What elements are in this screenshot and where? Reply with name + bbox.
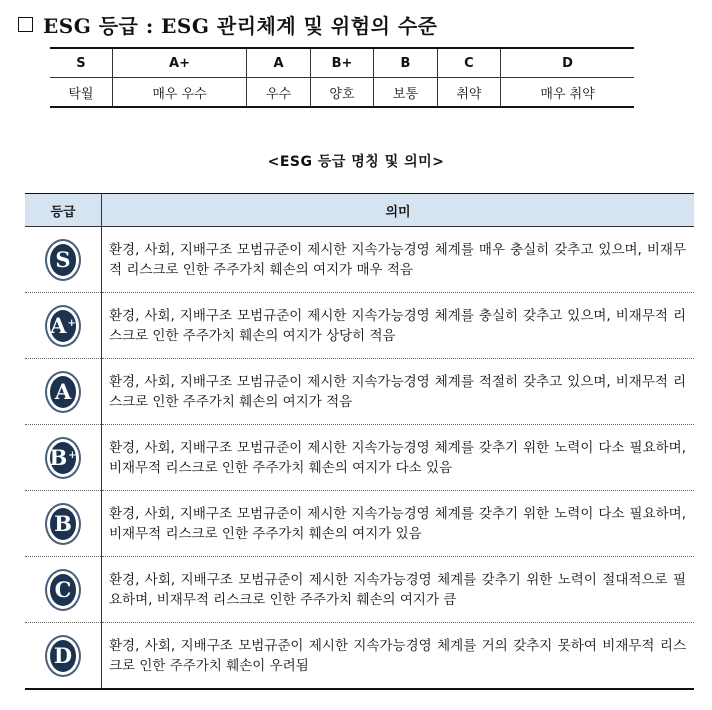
grade-row <box>50 48 634 78</box>
label-cell: 매우 취약 <box>501 78 634 108</box>
grade-badge-icon <box>45 305 81 347</box>
label-cell: 매우 우수 <box>112 78 247 108</box>
page-title <box>18 10 438 39</box>
grade-badge-cell <box>25 557 102 623</box>
grade-cell: D <box>501 48 634 78</box>
grade-badge-cell <box>25 227 102 293</box>
grade-meaning-text: 환경, 사회, 지배구조 모범규준이 제시한 지속가능경영 체계를 충실히 갖추고 있으며, 비재무적 리스크로 인한 주주가치 훼손의 여지가 상당히 적음 <box>102 293 695 359</box>
grade-badge-inner: B + <box>50 442 76 474</box>
grade-meaning-text: 환경, 사회, 지배구조 모범규준이 제시한 지속가능경영 체계를 적절히 갖추고 있으며, 비재무적 리스크로 인한 주주가치 훼손의 여지가 적음 <box>102 359 695 425</box>
grade-badge-letter: D <box>53 643 73 668</box>
grade-badge-cell <box>25 293 102 359</box>
table-row <box>25 227 694 293</box>
grade-cell: S <box>50 48 112 78</box>
grade-badge-cell <box>25 491 102 557</box>
grade-meaning-text: 환경, 사회, 지배구조 모범규준이 제시한 지속가능경영 체계를 거의 갖추지 못하여 비재무적 리스크로 인한 주주가치 훼손이 우려됨 <box>102 623 695 690</box>
grade-cell: C <box>437 48 500 78</box>
grade-badge-inner <box>50 508 76 540</box>
meaning-body <box>25 227 694 690</box>
grade-badge-inner <box>50 640 76 672</box>
grade-badge-inner: A + <box>50 310 76 342</box>
grade-cell: A <box>247 48 310 78</box>
label-cell: 탁월 <box>50 78 112 108</box>
grade-badge-icon <box>45 239 81 281</box>
table-row <box>25 491 694 557</box>
grade-badge-letter: C <box>54 577 72 602</box>
grade-badge-icon <box>45 569 81 611</box>
grade-meaning-text: 환경, 사회, 지배구조 모범규준이 제시한 지속가능경영 체계를 매우 충실히 갖추고 있으며, 비재무적 리스크로 인한 주주가치 훼손의 여지가 매우 적음 <box>102 227 695 293</box>
page-title-text: ESG 등급 : ESG 관리체계 및 위험의 수준 <box>43 14 438 38</box>
grade-summary-table <box>50 47 634 108</box>
grade-badge-inner <box>50 376 76 408</box>
grade-badge-icon <box>45 371 81 413</box>
header-grade: 등급 <box>25 194 102 227</box>
grade-badge-letter: B <box>54 511 72 536</box>
grade-badge-icon <box>45 437 81 479</box>
grade-badge-inner <box>50 244 76 276</box>
table-caption: <ESG 등급 명칭 및 의미> <box>267 154 445 170</box>
table-row <box>25 623 694 690</box>
label-cell: 양호 <box>310 78 373 108</box>
grade-meaning-table <box>25 193 694 690</box>
label-row <box>50 78 634 108</box>
grade-meaning-text: 환경, 사회, 지배구조 모범규준이 제시한 지속가능경영 체계를 갖추기 위한 노력이 다소 필요하며, 비재무적 리스크로 인한 주주가치 훼손의 여지가 있음 <box>102 491 695 557</box>
grade-badge-cell <box>25 359 102 425</box>
header-meaning: 의미 <box>102 194 695 227</box>
table-row <box>25 359 694 425</box>
label-cell: 우수 <box>247 78 310 108</box>
grade-badge-letter: S <box>55 247 71 272</box>
grade-badge-icon <box>45 635 81 677</box>
header-row <box>25 194 694 227</box>
table-row <box>25 293 694 359</box>
label-cell: 보통 <box>374 78 437 108</box>
grade-badge-cell <box>25 425 102 491</box>
checkbox-square-icon <box>18 17 33 32</box>
grade-meaning-text: 환경, 사회, 지배구조 모범규준이 제시한 지속가능경영 체계를 갖추기 위한 노력이 다소 필요하며, 비재무적 리스크로 인한 주주가치 훼손의 여지가 다소 있음 <box>102 425 695 491</box>
table-row <box>25 557 694 623</box>
table-row <box>25 425 694 491</box>
grade-meaning-text: 환경, 사회, 지배구조 모범규준이 제시한 지속가능경영 체계를 갖추기 위한 노력이 절대적으로 필요하며, 비재무적 리스크로 인한 주주가치 훼손의 여지가 큼 <box>102 557 695 623</box>
label-cell: 취약 <box>437 78 500 108</box>
grade-badge-icon <box>45 503 81 545</box>
grade-badge-cell <box>25 623 102 690</box>
grade-cell: A+ <box>112 48 247 78</box>
grade-badge-inner <box>50 574 76 606</box>
grade-badge-letter: A <box>50 313 67 338</box>
grade-badge-letter: A <box>54 379 72 404</box>
grade-cell: B+ <box>310 48 373 78</box>
grade-cell: B <box>374 48 437 78</box>
grade-badge-letter: B <box>49 445 68 470</box>
